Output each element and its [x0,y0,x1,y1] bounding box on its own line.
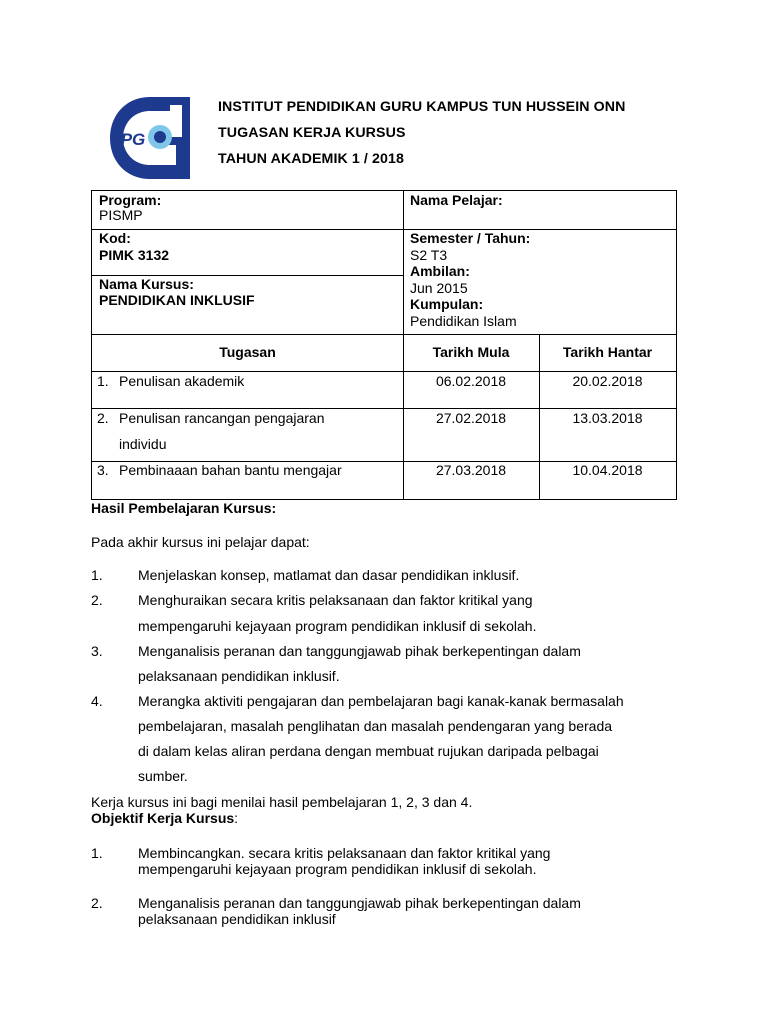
group-label: Kumpulan: [410,296,484,312]
task-end-date: 10.04.2018 [572,462,643,478]
code-value: PIMK 3132 [99,247,170,263]
assignment-title: TUGASAN KERJA KURSUS [218,125,406,141]
task-name: Penulisan rancangan pengajaran [119,410,325,426]
group-value: Pendidikan Islam [410,313,517,329]
course-info-table [91,190,677,500]
intake-label: Ambilan: [410,263,470,279]
semester-value: S2 T3 [410,247,448,263]
task-name: Pembinaaan bahan bantu mengajar [119,462,342,478]
objectives-colon: : [234,810,239,826]
outcome-line: Menghuraikan secara kritis pelaksanaan dan faktor kritikal yang [138,592,533,608]
program-label: Program: [99,192,162,208]
semester-label: Semester / Tahun: [410,230,531,246]
outcome-line: Menjelaskan konsep, matlamat dan dasar pendidikan inklusif. [138,567,520,583]
task-name-cont: individu [119,436,167,452]
outcome-number: 1. [91,567,103,583]
outcome-number: 4. [91,693,103,709]
outcome-number: 2. [91,592,103,608]
course-name-value: PENDIDIKAN INKLUSIF [99,292,255,308]
objective-line: Membincangkan. secara kritis pelaksanaan dan faktor kritikal yang [138,845,551,861]
outcome-line: di dalam kelas aliran perdana dengan membuat rujukan daripada pelbagai [138,743,599,759]
end-date-header: Tarikh Hantar [562,344,653,360]
outcomes-title: Hasil Pembelajaran Kursus: [91,500,277,516]
task-start-date: 27.02.2018 [435,410,507,426]
task-end-date: 20.02.2018 [572,373,643,389]
outcome-number: 3. [91,643,103,659]
task-number: 2. [97,410,109,426]
ipg-logo-icon [110,97,190,179]
course-name-label: Nama Kursus: [99,276,194,292]
intake-value: Jun 2015 [410,280,468,296]
program-value: PISMP [99,207,143,223]
outcome-line: sumber. [138,768,188,784]
objective-number: 2. [91,895,103,911]
logo-text: IPG [116,130,146,149]
task-end-date: 13.03.2018 [572,410,643,426]
task-header: Tugasan [219,344,276,360]
academic-year: TAHUN AKADEMIK 1 / 2018 [218,151,404,167]
objective-number: 1. [91,845,103,861]
assessment-note: Kerja kursus ini bagi menilai hasil pembelajaran 1, 2, 3 dan 4. [91,794,473,810]
code-label: Kod: [99,230,131,246]
institute-title: INSTITUT PENDIDIKAN GURU KAMPUS TUN HUSSEIN ONN [218,99,626,115]
objectives-title: Objektif Kerja Kursus [91,810,235,826]
task-start-date: 27.03.2018 [435,462,507,478]
task-number: 3. [97,462,109,478]
student-name-label: Nama Pelajar: [410,192,503,208]
objective-line: mempengaruhi kejayaan program pendidikan inklusif di sekolah. [138,861,537,877]
outcomes-intro: Pada akhir kursus ini pelajar dapat: [91,534,310,550]
outcome-line: pembelajaran, masalah penglihatan dan masalah pendengaran yang berada [138,718,613,734]
start-date-header: Tarikh Mula [432,344,510,360]
outcome-line: pelaksanaan pendidikan inklusif. [138,668,340,684]
objectives-heading [91,810,238,826]
task-start-date: 06.02.2018 [435,373,507,389]
outcome-line: Menganalisis peranan dan tanggungjawab pihak berkepentingan dalam [138,643,581,659]
outcome-line: mempengaruhi kejayaan program pendidikan inklusif di sekolah. [138,618,537,634]
outcome-line: Merangka aktiviti pengajaran dan pembelajaran bagi kanak-kanak bermasalah [138,693,624,709]
task-number: 1. [97,373,109,389]
task-name: Penulisan akademik [119,373,245,389]
objective-line: Menganalisis peranan dan tanggungjawab pihak berkepentingan dalam [138,895,581,911]
objective-line: pelaksanaan pendidikan inklusif [138,911,336,927]
